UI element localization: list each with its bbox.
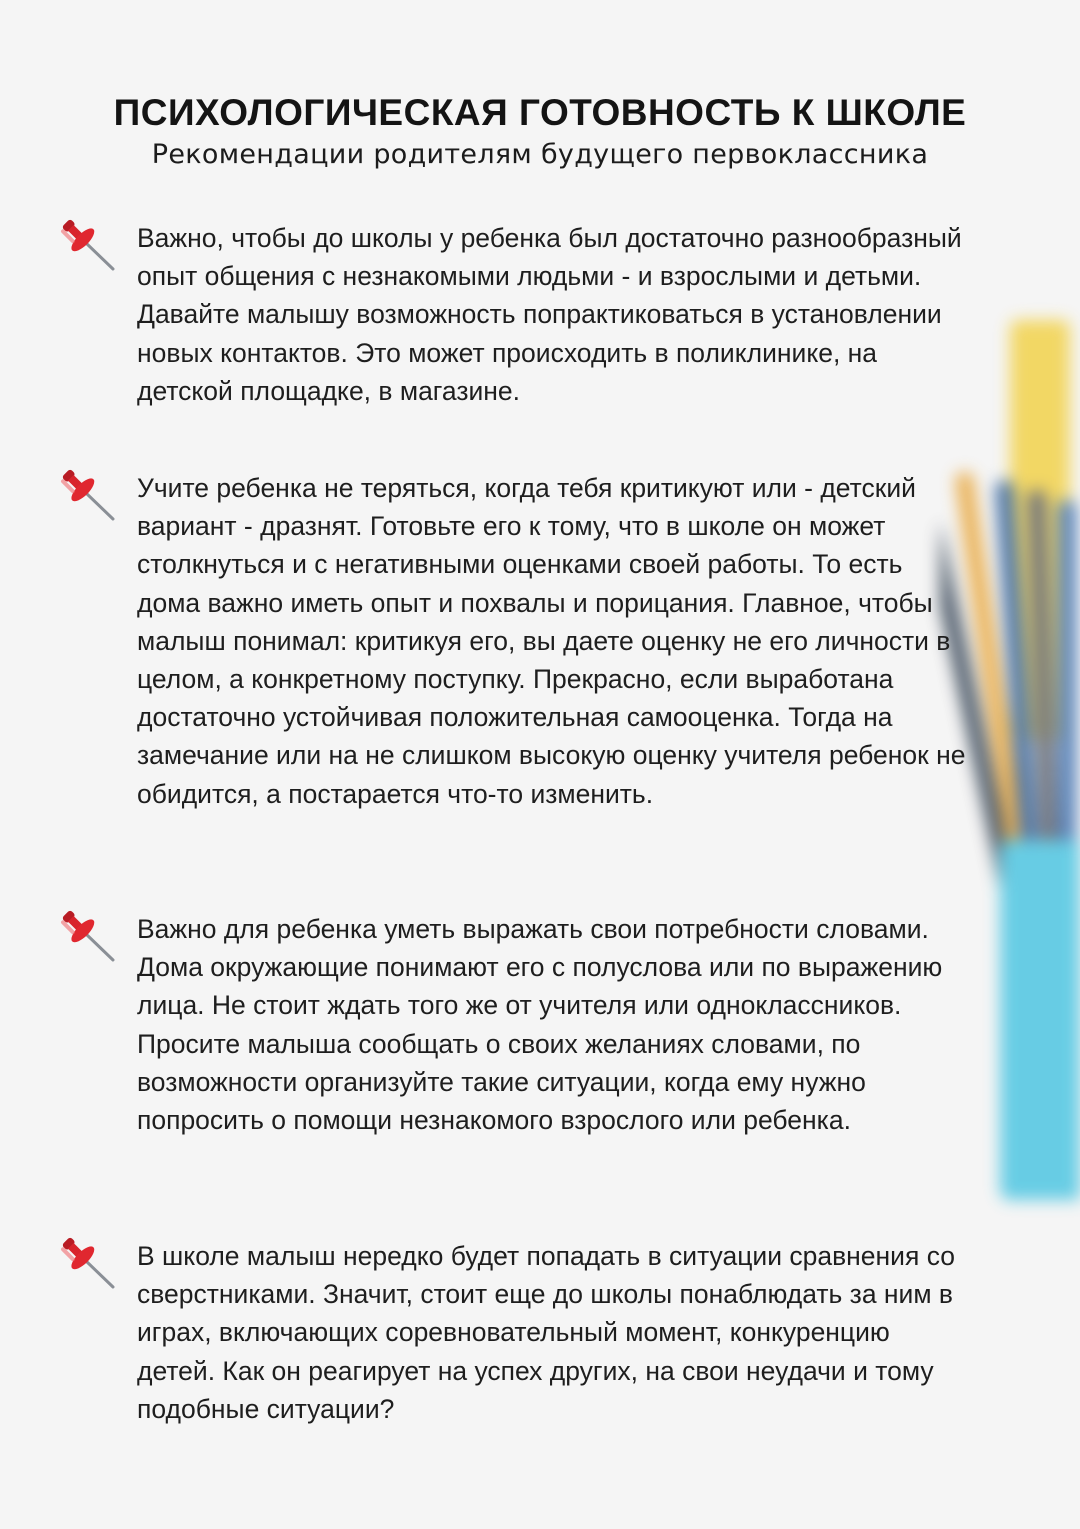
pushpin-icon — [58, 904, 116, 966]
item-text: В школе малыш нередко будет попадать в ситуации сравнения со сверстниками. Значит, стоит еще до школы понаблюдать за ним в играх, включающих соревновательный момент, конкуренцию детей. Как он реагирует на успех других, на свои неудачи и тому подобные ситуации? — [137, 1241, 955, 1424]
page-subtitle: Рекомендации родителям будущего первоклассника — [151, 139, 929, 170]
pushpin-icon — [58, 463, 116, 525]
cup-shape — [1000, 840, 1080, 1200]
page-title: ПСИХОЛОГИЧЕСКАЯ ГОТОВНОСТЬ К ШКОЛЕ — [113, 92, 967, 133]
item-text: Учите ребенка не теряться, когда тебя критикуют или - детский вариант - дразнят. Готовьте его к тому, что в школе он может столкнуться и с негативными оценками своей работы. То есть дома важно иметь опыт и похвалы и порицания. Главное, чтобы малыш понимал: критикуя его, вы даете оценку не его личности в целом, а конкретному поступку. Прекрасно, если выработана достаточно устойчивая положительная самооценка. Тогда на замечание или на не слишком высокую оценку учителя ребенок не обидится, а постарается что-то изменить. — [137, 473, 966, 809]
item-text: Важно для ребенка уметь выражать свои потребности словами. Дома окружающие понимают его с полуслова или по выражению лица. Не стоит ждать того же от учителя или одноклассников. Просите малыша сообщать о своих желаниях словами, по возможности организуйте такие ситуации, когда ему нужно попросить о помощи незнакомого взрослого или ребенка. — [137, 914, 943, 1136]
item-text: Важно, чтобы до школы у ребенка был достаточно разнообразный опыт общения с незнакомыми людьми - и взрослыми и детьми. Давайте малышу возможность попрактиковаться в установлении новых контактов. Это может происходить в поликлинике, на детской площадке, в магазине. — [137, 223, 962, 406]
pushpin-icon — [58, 213, 116, 275]
header — [0, 92, 1080, 172]
pushpin-icon — [58, 1231, 116, 1293]
